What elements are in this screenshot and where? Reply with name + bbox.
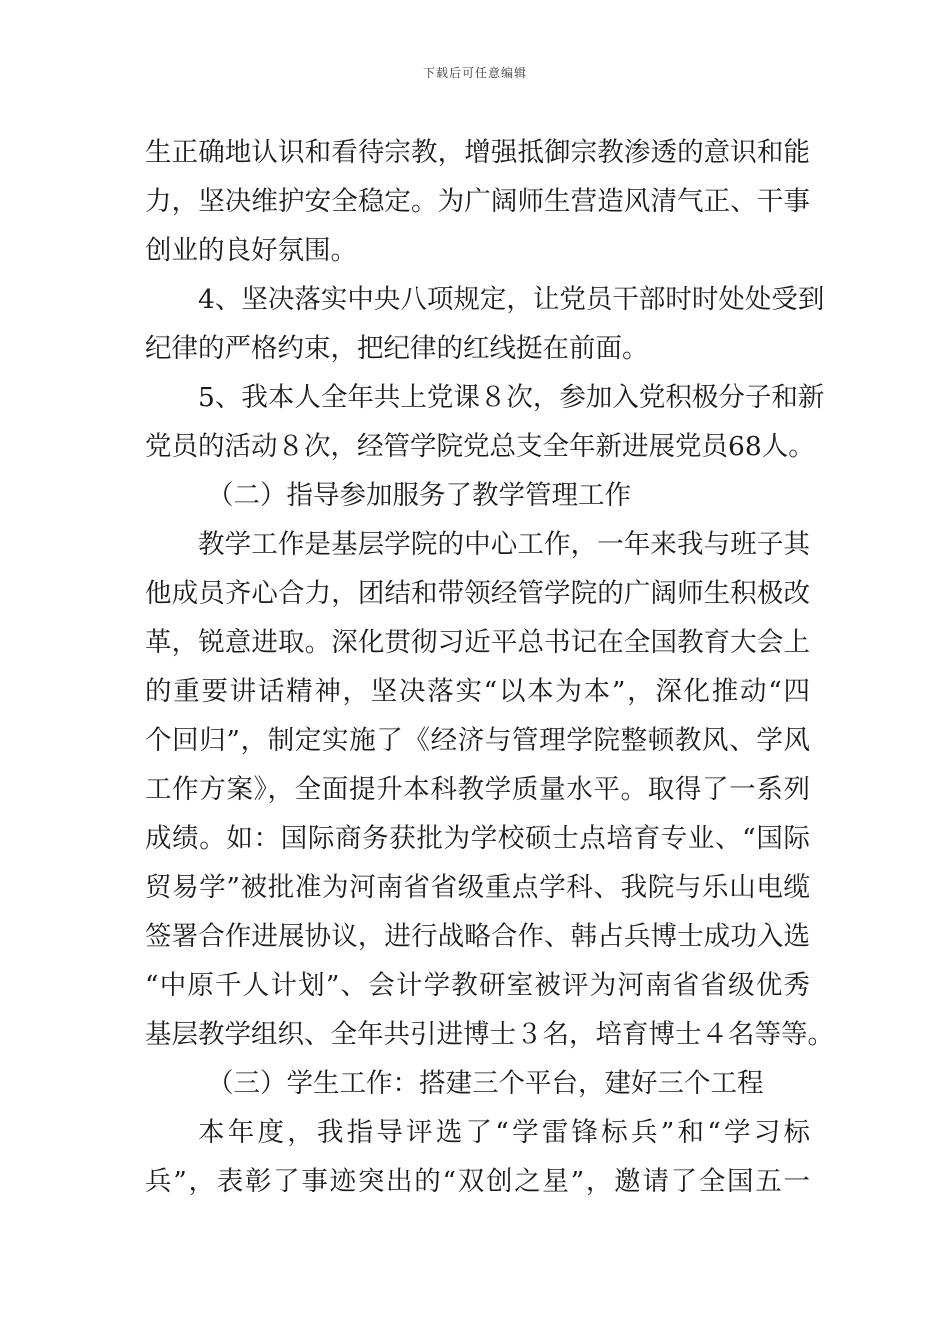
text-line: 签署合作进展协议，进行战略合作、韩占兵博士成功入选 [145, 921, 810, 952]
text-line: 党员的活动８次，经管学院党总支全年新进展党员68人。 [145, 431, 815, 462]
text-line: 4、坚决落实中央八项规定，让党员干部时时处处受到 [198, 284, 825, 315]
section-heading: （二）指导参加服务了教学管理工作 [207, 480, 631, 511]
text-line: 的重要讲话精神，坚决落实“以本为本”，深化推动“四 [145, 676, 810, 707]
text-line: 成绩。如：国际商务获批为学校硕士点培育专业、“国际 [145, 823, 810, 854]
text-line: 兵”，表彰了事迹突出的“双创之星”，邀请了全国五一 [145, 1166, 810, 1197]
document-body [145, 128, 834, 1206]
text-line: 纪律的严格约束，把纪律的红线挺在前面。 [145, 333, 649, 364]
text-line: 生正确地认识和看待宗教，增强抵御宗教渗透的意识和能 [145, 137, 810, 168]
text-line: 力，坚决维护安全稳定。为广阔师生营造风清气正、干事 [145, 186, 810, 217]
text-line: 个回归”，制定实施了《经济与管理学院整顿教风、学风 [145, 725, 810, 756]
text-line: 本年度，我指导评选了“学雷锋标兵”和“学习标 [198, 1117, 810, 1148]
text-line: 基层教学组织、全年共引进博士３名，培育博士４名等等。 [145, 1019, 834, 1050]
text-line: “中原千人计划”、会计学教研室被评为河南省省级优秀 [145, 970, 810, 1001]
text-line: 革，锐意进取。深化贯彻习近平总书记在全国教育大会上 [145, 627, 810, 658]
text-line: 他成员齐心合力，团结和带领经管学院的广阔师生积极改 [145, 578, 810, 609]
text-line: 5、我本人全年共上党课８次，参加入党积极分子和新 [198, 382, 825, 413]
text-line: 贸易学”被批准为河南省省级重点学科、我院与乐山电缆 [145, 872, 810, 903]
text-line: 教学工作是基层学院的中心工作，一年来我与班子其 [198, 529, 810, 560]
text-line: 工作方案》，全面提升本科教学质量水平。取得了一系列 [145, 774, 810, 805]
text-line: 创业的良好氛围。 [145, 235, 357, 266]
section-heading: （三）学生工作：搭建三个平台，建好三个工程 [207, 1068, 764, 1099]
page-header-note: 下载后可任意编辑 [422, 66, 527, 80]
